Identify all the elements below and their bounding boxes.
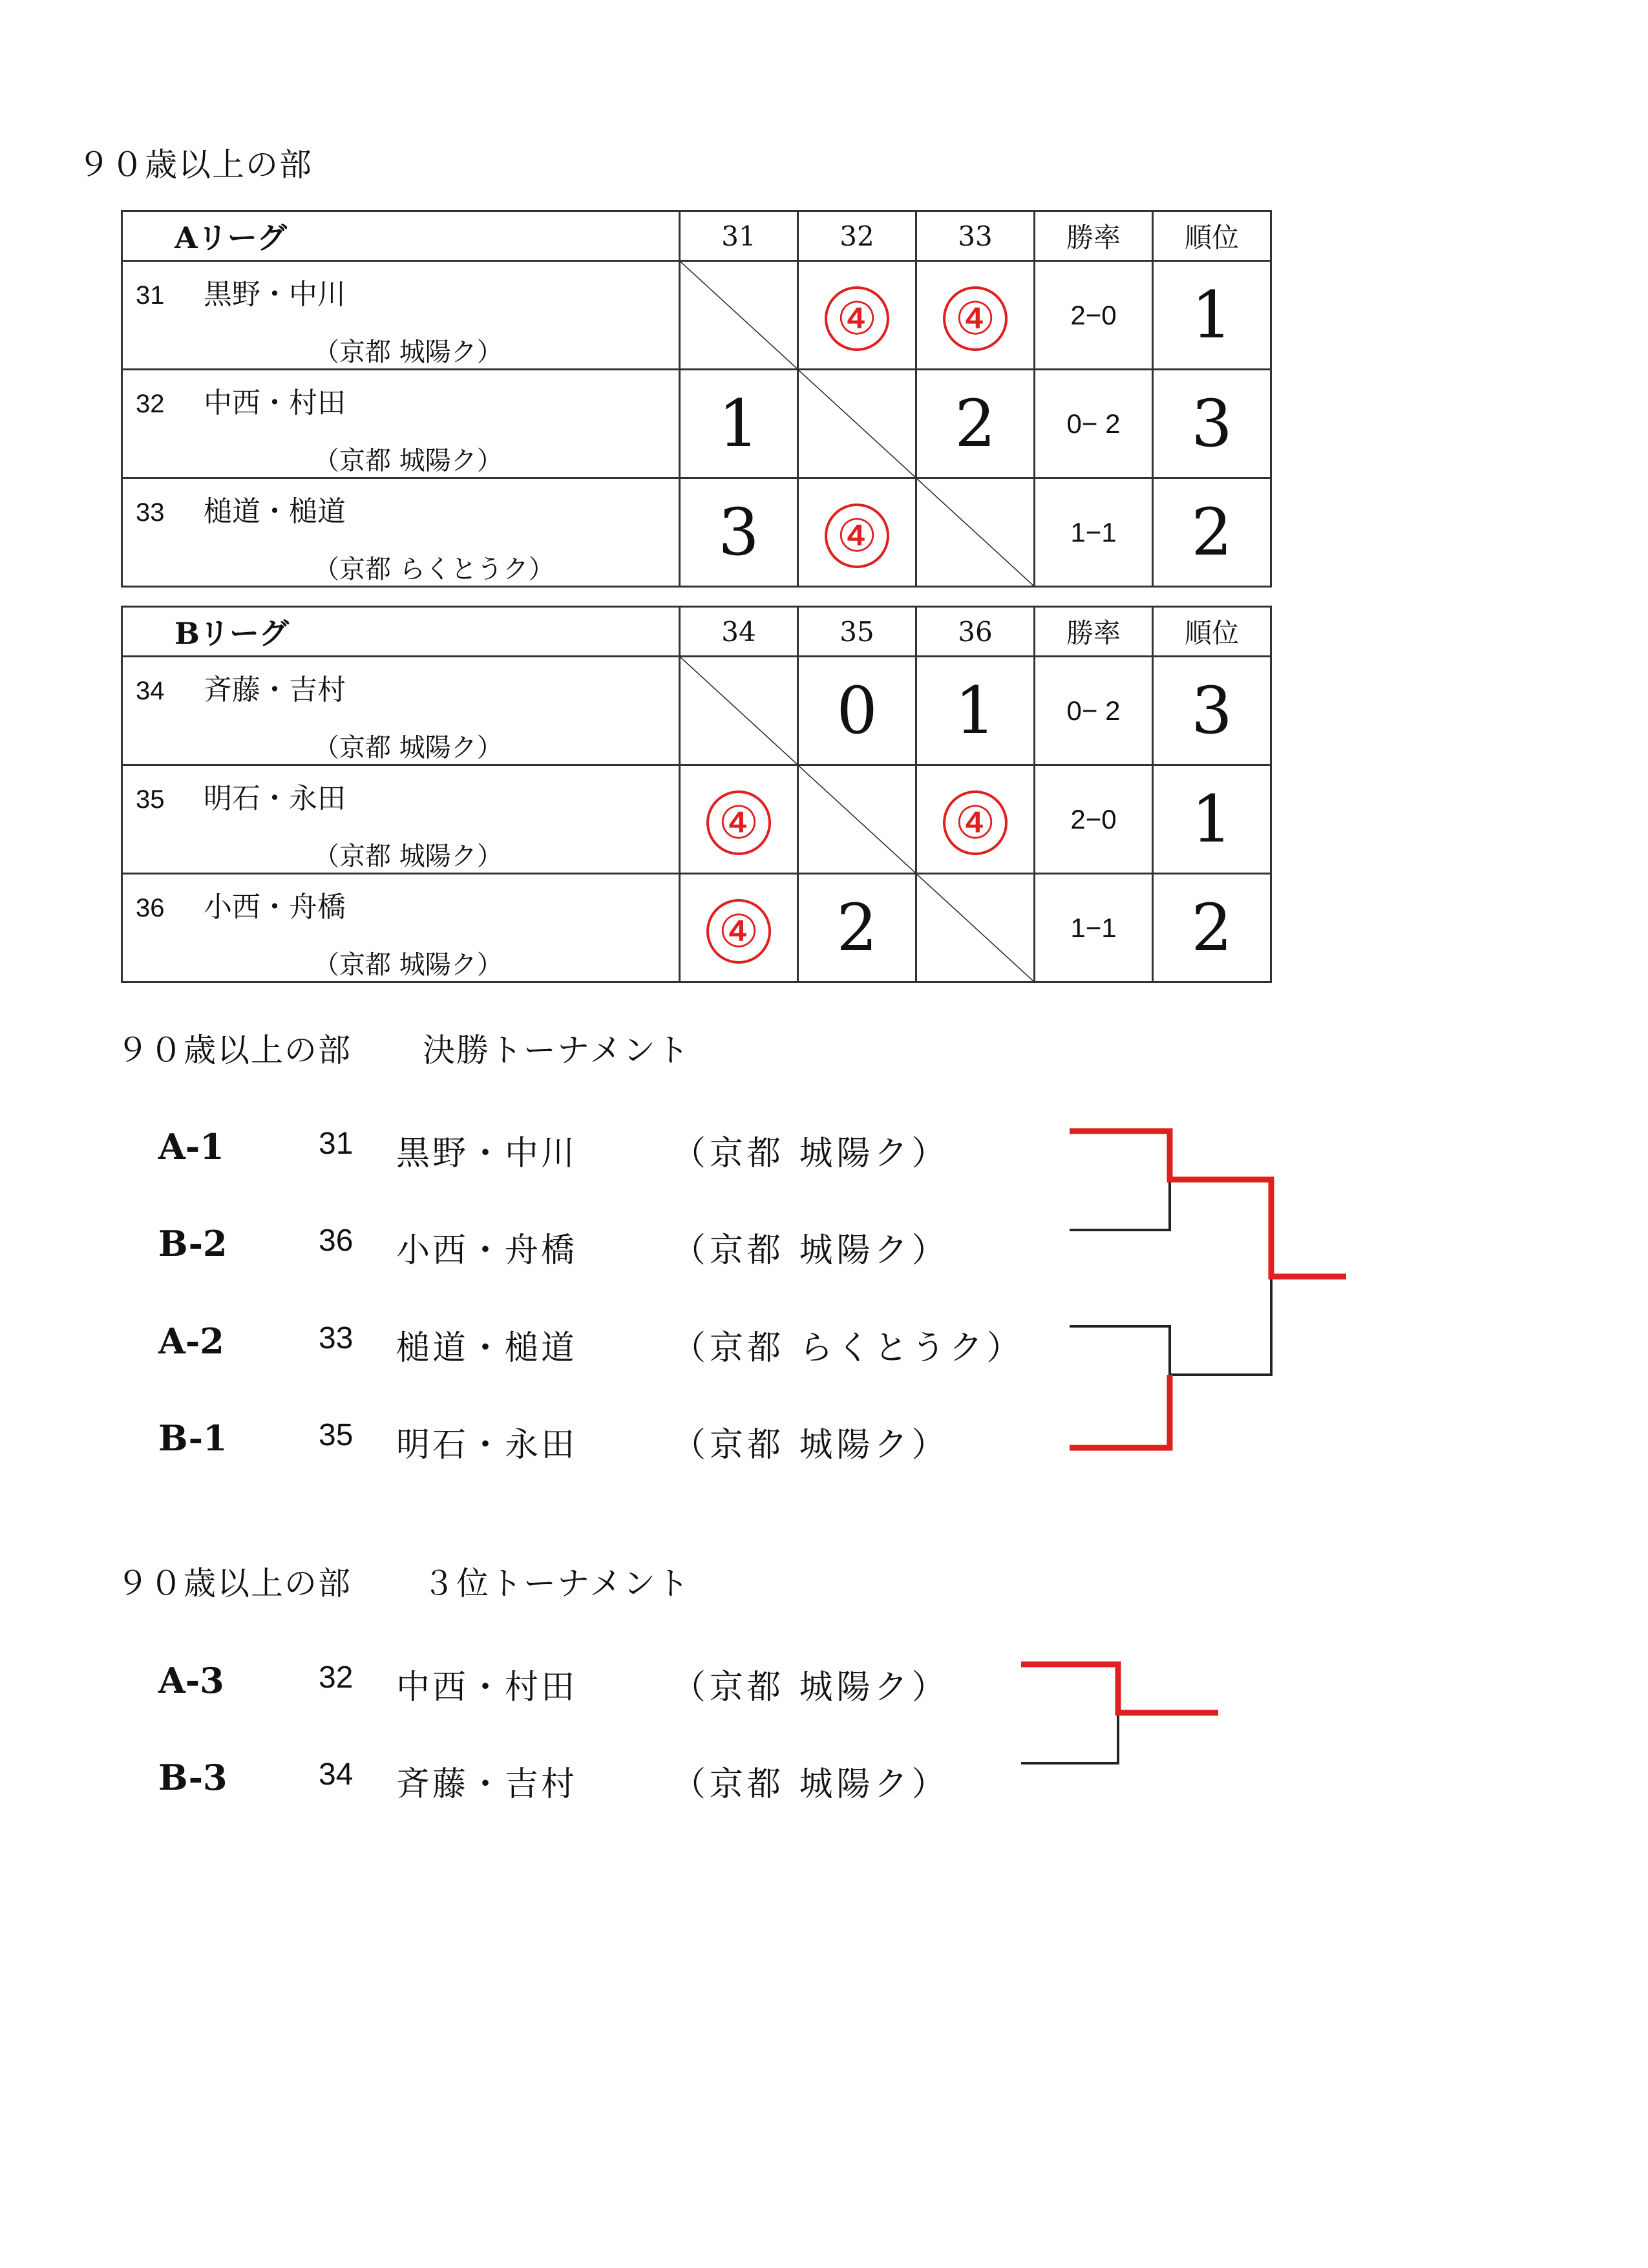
winner-score: ④ — [943, 790, 1008, 855]
team-number: 36 — [319, 1224, 354, 1258]
final-bracket-lines — [1070, 1131, 1346, 1448]
bracket-line-a3-win — [1021, 1664, 1218, 1713]
final-heading-sub: 決勝トーナメント — [423, 1032, 690, 1069]
league-b-title: Bリーグ — [122, 607, 680, 657]
win-rate: 2−0 — [1035, 261, 1153, 370]
score-cell: 2 — [916, 370, 1035, 478]
team-club: （京都 らくとうク） — [313, 555, 555, 584]
team-number: 33 — [136, 498, 165, 527]
league-b-col-34: 34 — [680, 607, 798, 657]
league-b-col-rank: 順位 — [1153, 607, 1271, 657]
team-number: 32 — [136, 390, 165, 418]
team-number: 31 — [136, 281, 165, 310]
score-cell: 3 — [680, 478, 798, 587]
win-rate: 1−1 — [1035, 478, 1153, 587]
third-heading-sub: ３位トーナメント — [423, 1565, 690, 1602]
rank: 1 — [1153, 261, 1271, 370]
seed-label: A-1 — [158, 1126, 224, 1167]
league-a-col-31: 31 — [680, 211, 798, 261]
team-number: 35 — [136, 785, 165, 814]
team-number: 35 — [319, 1418, 354, 1452]
team-number: 34 — [319, 1757, 354, 1792]
winner-score: ④ — [825, 503, 889, 568]
win-rate: 0− 2 — [1035, 370, 1153, 478]
league-b-col-win-rate: 勝率 — [1035, 607, 1153, 657]
team-names: 中西・村田 — [396, 1668, 578, 1707]
third-heading-section: ９０歳以上の部 — [116, 1565, 352, 1602]
league-b-col-35: 35 — [798, 607, 916, 657]
team-names: 明石・永田 — [396, 1426, 578, 1465]
team-club: （京都 らくとうク） — [672, 1329, 1024, 1368]
team-number: 33 — [319, 1321, 354, 1355]
team-club: （京都 城陽ク） — [672, 1134, 949, 1173]
team-club: （京都 城陽ク） — [313, 337, 503, 367]
team-club: （京都 城陽ク） — [313, 842, 503, 871]
team-names: 黒野・中川 — [396, 1134, 578, 1173]
bracket-line-b2 — [1070, 1180, 1170, 1230]
team-names: 槌道・槌道 — [396, 1329, 578, 1368]
bracket-line-a2 — [1070, 1326, 1170, 1375]
team-names: 斉藤・吉村 — [204, 673, 346, 706]
team-club: （京都 城陽ク） — [672, 1231, 949, 1270]
seed-label: B-3 — [158, 1757, 227, 1798]
team-number: 31 — [319, 1127, 354, 1161]
bracket-line-b3 — [1021, 1713, 1118, 1763]
bracket-line-semi2-up — [1170, 1277, 1271, 1375]
rank: 1 — [1153, 765, 1271, 874]
winner-score: ④ — [825, 286, 889, 351]
team-names: 斉藤・吉村 — [396, 1765, 578, 1804]
team-names: 明石・永田 — [204, 782, 346, 815]
third-bracket-lines — [1021, 1664, 1218, 1763]
score-cell: 1 — [680, 370, 798, 478]
win-rate: 2−0 — [1035, 765, 1153, 874]
seed-label: B-2 — [158, 1223, 227, 1264]
winner-score: ④ — [706, 790, 771, 855]
league-a-col-32: 32 — [798, 211, 916, 261]
score-cell: 0 — [798, 657, 916, 765]
team-club: （京都 城陽ク） — [313, 446, 503, 476]
win-rate: 1−1 — [1035, 874, 1153, 982]
win-rate: 0− 2 — [1035, 657, 1153, 765]
rank: 2 — [1153, 874, 1271, 982]
team-club: （京都 城陽ク） — [313, 733, 503, 763]
team-club: （京都 城陽ク） — [313, 950, 503, 980]
team-names: 小西・舟橋 — [396, 1231, 578, 1270]
final-heading-section: ９０歳以上の部 — [116, 1032, 352, 1069]
league-a-col-33: 33 — [916, 211, 1035, 261]
league-a-col-rank: 順位 — [1153, 211, 1271, 261]
bracket-line-b1-win — [1070, 1375, 1170, 1448]
team-club: （京都 城陽ク） — [672, 1765, 949, 1804]
rank: 2 — [1153, 478, 1271, 587]
team-club: （京都 城陽ク） — [672, 1426, 949, 1465]
team-number: 32 — [319, 1660, 354, 1695]
league-a-title: Aリーグ — [122, 211, 680, 261]
team-names: 中西・村田 — [204, 387, 346, 419]
section-title: ９０歳以上の部 — [78, 146, 313, 184]
seed-label: A-3 — [158, 1660, 224, 1701]
score-cell: 2 — [798, 874, 916, 982]
bracket-line-a1-win — [1070, 1131, 1346, 1277]
winner-score: ④ — [706, 899, 771, 964]
rank: 3 — [1153, 657, 1271, 765]
seed-label: B-1 — [158, 1417, 227, 1459]
team-names: 槌道・槌道 — [204, 495, 346, 528]
league-a-col-win-rate: 勝率 — [1035, 211, 1153, 261]
team-club: （京都 城陽ク） — [672, 1668, 949, 1707]
team-names: 小西・舟橋 — [204, 891, 346, 924]
team-names: 黒野・中川 — [204, 278, 346, 311]
team-number: 34 — [136, 677, 165, 705]
score-cell: 1 — [916, 657, 1035, 765]
team-number: 36 — [136, 894, 165, 922]
winner-score: ④ — [943, 286, 1008, 351]
rank: 3 — [1153, 370, 1271, 478]
seed-label: A-2 — [158, 1320, 224, 1362]
league-b-col-36: 36 — [916, 607, 1035, 657]
